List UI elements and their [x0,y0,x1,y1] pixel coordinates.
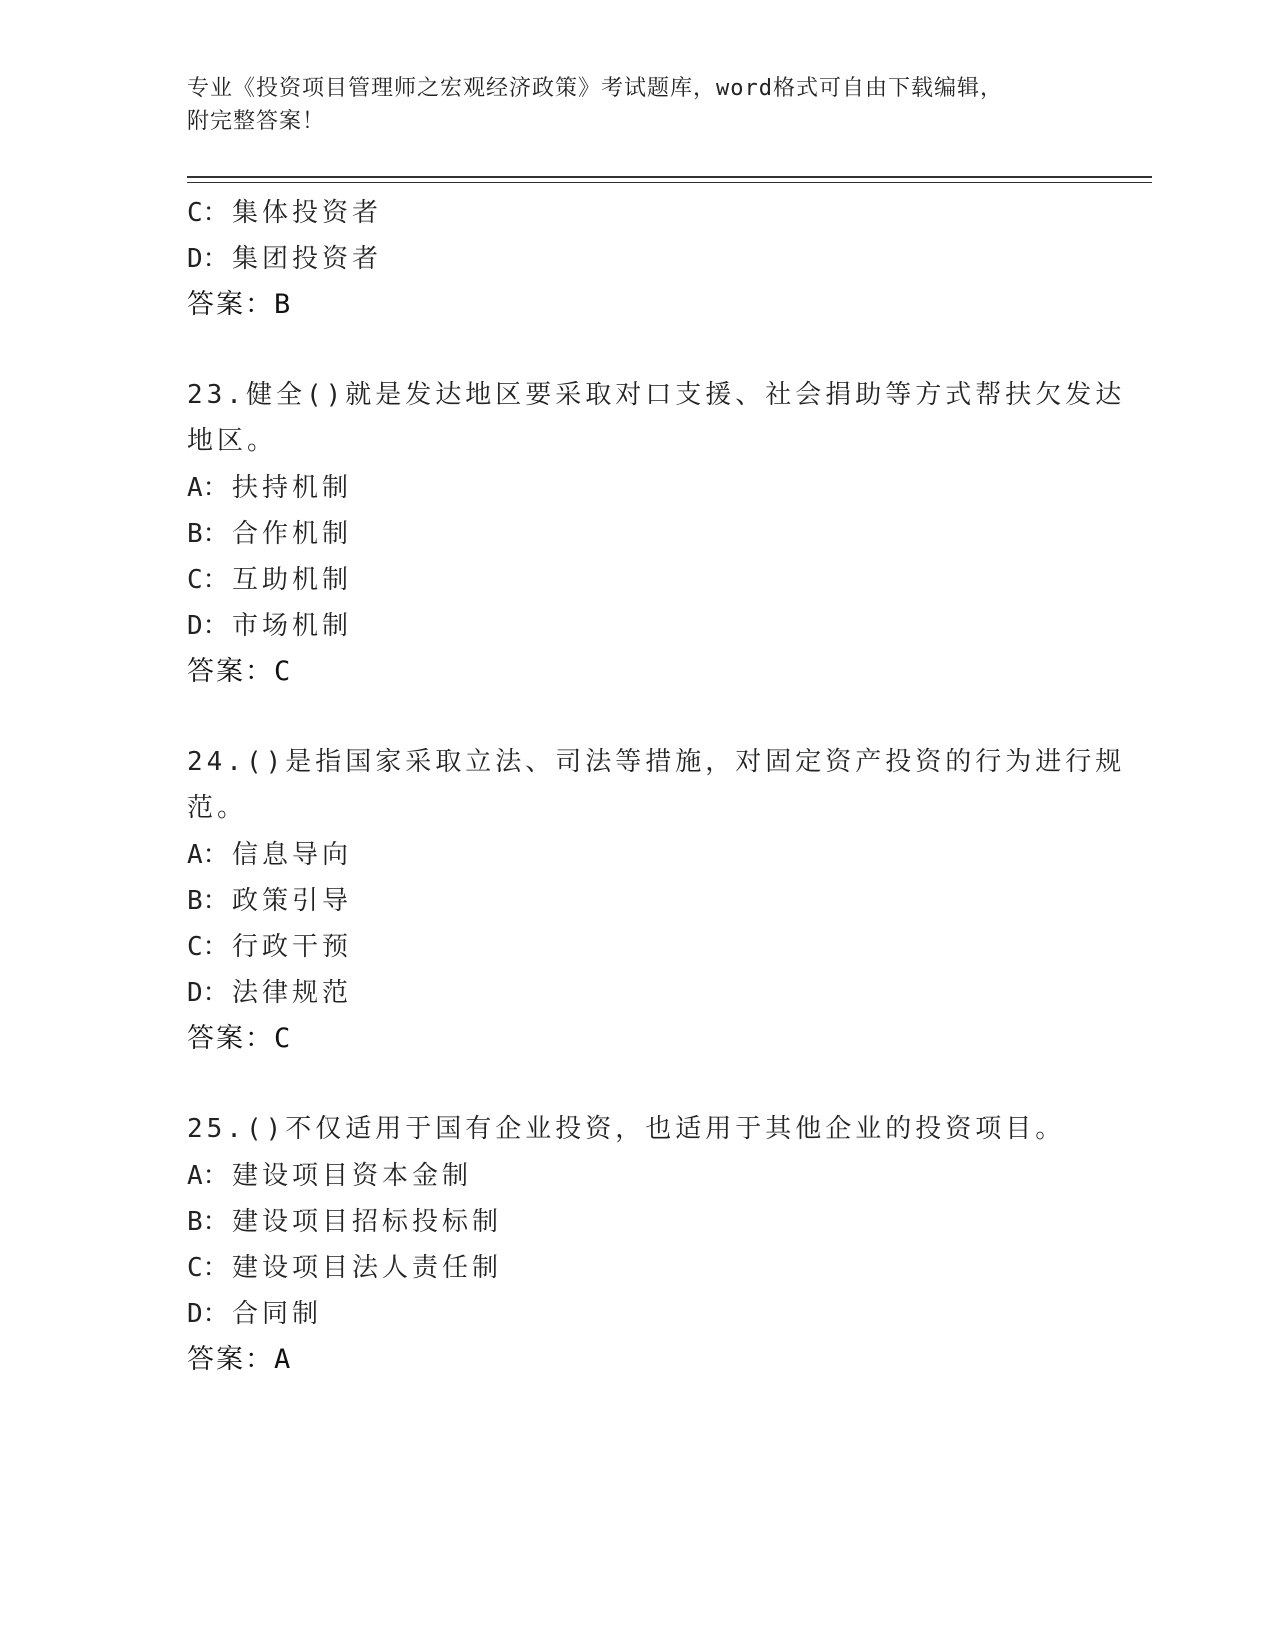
option-key: B： [187,886,229,916]
header-divider-thin [187,182,1152,183]
option-text: 政策引导 [232,886,353,916]
question-24 [187,740,1126,1062]
option-a [187,832,1087,878]
option-text: 集体投资者 [232,198,383,228]
option-key: A： [187,840,229,870]
answer-value: C [274,1023,293,1054]
option-d [187,1291,1087,1337]
option-b [187,1199,1087,1245]
question-stem-line-1: 24.()是指国家采取立法、司法等措施，对固定资产投资的行为进行规 [187,747,1126,777]
option-key: C： [187,1253,229,1283]
answer-value: A [274,1344,293,1375]
question-stem-line-2: 地区。 [187,426,278,456]
question-22-continued [187,190,1087,328]
option-key: C： [187,565,229,595]
answer-label: 答案： [187,656,274,687]
answer-label: 答案： [187,1023,274,1054]
option-key: D： [187,611,229,641]
option-b [187,878,1087,924]
option-text: 信息导向 [232,840,353,870]
option-text: 扶持机制 [232,473,353,503]
option-c [187,557,1087,603]
option-text: 建设项目法人责任制 [232,1253,503,1283]
option-d [187,236,1087,282]
option-text: 集团投资者 [232,244,383,274]
option-text: 合作机制 [232,519,353,549]
option-c [187,190,1087,236]
option-key: D： [187,978,229,1008]
option-key: C： [187,198,229,228]
option-text: 建设项目资本金制 [232,1161,473,1191]
option-key: D： [187,1299,229,1329]
option-key: D： [187,244,229,274]
answer-value: B [274,289,293,320]
option-text: 互助机制 [232,565,353,595]
question-stem-line-1: 23.健全()就是发达地区要采取对口支援、社会捐助等方式帮扶欠发达 [187,380,1126,410]
question-stem-line-1: 25.()不仅适用于国有企业投资，也适用于其他企业的投资项目。 [187,1114,1066,1144]
option-text: 法律规范 [232,978,353,1008]
option-key: B： [187,519,229,549]
answer-line [187,282,1087,328]
answer-value: C [274,656,293,687]
option-key: C： [187,932,229,962]
option-a [187,1153,1087,1199]
answer-line [187,1337,1087,1383]
option-a [187,465,1087,511]
header-line-2: 附完整答案！ [187,109,326,134]
option-text: 合同制 [232,1299,323,1329]
question-stem-line-2: 范。 [187,793,248,823]
option-text: 市场机制 [232,611,353,641]
question-25 [187,1107,1087,1383]
question-23 [187,373,1126,695]
option-key: A： [187,1161,229,1191]
answer-line [187,649,1087,695]
option-b [187,511,1087,557]
question-list [187,190,1126,1383]
option-key: B： [187,1207,229,1237]
header-divider-thick [187,176,1152,178]
document-header [187,72,1067,138]
answer-label: 答案： [187,289,274,320]
option-c [187,1245,1087,1291]
answer-label: 答案： [187,1344,274,1375]
answer-line [187,1016,1087,1062]
option-text: 行政干预 [232,932,353,962]
option-d [187,970,1087,1016]
option-text: 建设项目招标投标制 [232,1207,503,1237]
option-d [187,603,1087,649]
option-key: A： [187,473,229,503]
option-c [187,924,1087,970]
header-line-1: 专业《投资项目管理师之宏观经济政策》考试题库，word格式可自由下载编辑， [187,76,1003,101]
